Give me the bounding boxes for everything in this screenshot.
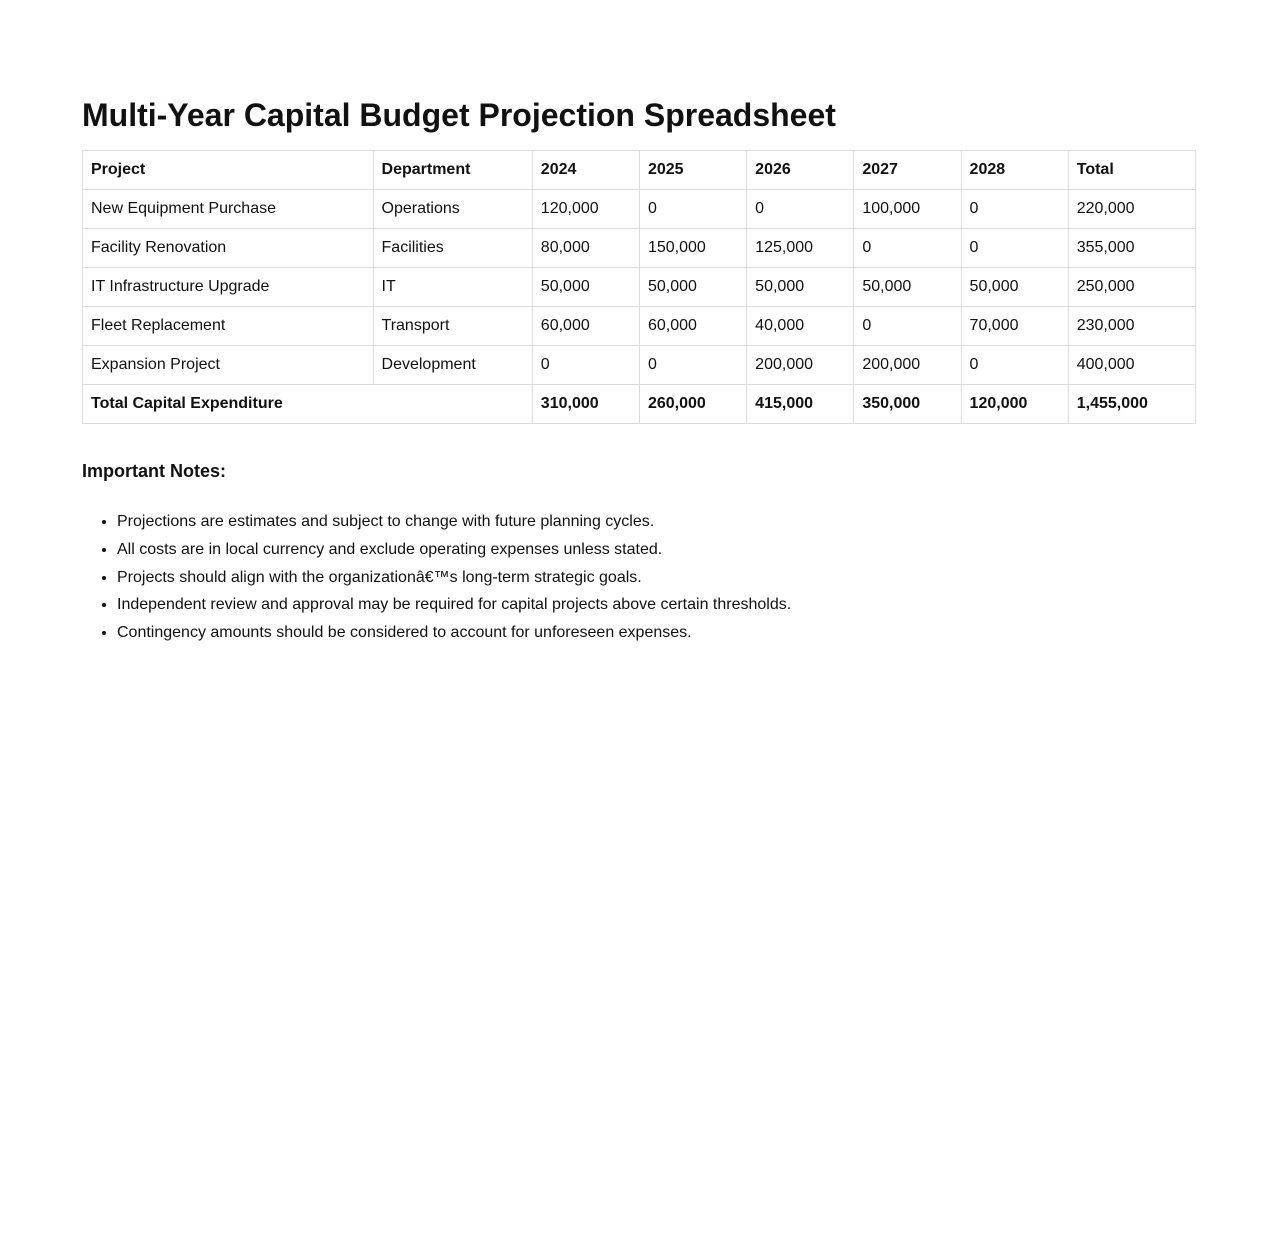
header-project: Project — [83, 151, 374, 190]
header-2024: 2024 — [532, 151, 639, 190]
total-2027: 350,000 — [854, 385, 961, 424]
cell-2024: 120,000 — [532, 190, 639, 229]
cell-2028: 70,000 — [961, 307, 1068, 346]
cell-2024: 50,000 — [532, 268, 639, 307]
cell-2025: 0 — [639, 190, 746, 229]
cell-2027: 50,000 — [854, 268, 961, 307]
cell-department: Operations — [373, 190, 532, 229]
cell-2026: 200,000 — [747, 346, 854, 385]
table-row — [83, 190, 1196, 229]
cell-total: 355,000 — [1068, 229, 1195, 268]
table-header-row — [83, 151, 1196, 190]
list-item: • Projects should align with the organizationâ€™s long-term strategic goals. — [117, 568, 1196, 588]
cell-2025: 0 — [639, 346, 746, 385]
table-row — [83, 307, 1196, 346]
cell-department: Development — [373, 346, 532, 385]
header-2026: 2026 — [747, 151, 854, 190]
page-title: Multi-Year Capital Budget Projection Spreadsheet — [82, 97, 836, 133]
cell-total: 230,000 — [1068, 307, 1195, 346]
notes-heading: Important Notes: — [82, 461, 226, 481]
cell-2025: 60,000 — [639, 307, 746, 346]
cell-2024: 60,000 — [532, 307, 639, 346]
grand-total: 1,455,000 — [1068, 385, 1195, 424]
cell-2027: 200,000 — [854, 346, 961, 385]
budget-table — [82, 150, 1196, 424]
total-2025: 260,000 — [639, 385, 746, 424]
total-2028: 120,000 — [961, 385, 1068, 424]
list-item: • All costs are in local currency and exclude operating expenses unless stated. — [117, 540, 1196, 560]
cell-total: 220,000 — [1068, 190, 1195, 229]
notes-list — [82, 512, 1196, 643]
cell-2026: 40,000 — [747, 307, 854, 346]
cell-2027: 0 — [854, 307, 961, 346]
cell-2026: 125,000 — [747, 229, 854, 268]
cell-2028: 0 — [961, 229, 1068, 268]
cell-2025: 150,000 — [639, 229, 746, 268]
table-row — [83, 346, 1196, 385]
total-2026: 415,000 — [747, 385, 854, 424]
header-2027: 2027 — [854, 151, 961, 190]
table-row — [83, 268, 1196, 307]
cell-project: Facility Renovation — [83, 229, 374, 268]
cell-2028: 0 — [961, 346, 1068, 385]
list-item: • Contingency amounts should be considered to account for unforeseen expenses. — [117, 623, 1196, 643]
cell-2027: 0 — [854, 229, 961, 268]
total-label: Total Capital Expenditure — [83, 385, 533, 424]
cell-total: 400,000 — [1068, 346, 1195, 385]
cell-2025: 50,000 — [639, 268, 746, 307]
table-total-row — [83, 385, 1196, 424]
list-item: • Projections are estimates and subject to change with future planning cycles. — [117, 512, 1196, 532]
cell-2028: 0 — [961, 190, 1068, 229]
cell-2024: 80,000 — [532, 229, 639, 268]
header-department: Department — [373, 151, 532, 190]
cell-2026: 0 — [747, 190, 854, 229]
cell-project: Fleet Replacement — [83, 307, 374, 346]
cell-total: 250,000 — [1068, 268, 1195, 307]
list-item: • Independent review and approval may be required for capital projects above certain thresholds. — [117, 595, 1196, 615]
header-total: Total — [1068, 151, 1195, 190]
cell-project: IT Infrastructure Upgrade — [83, 268, 374, 307]
cell-project: New Equipment Purchase — [83, 190, 374, 229]
table-row — [83, 229, 1196, 268]
cell-2027: 100,000 — [854, 190, 961, 229]
cell-2028: 50,000 — [961, 268, 1068, 307]
header-2028: 2028 — [961, 151, 1068, 190]
cell-department: Transport — [373, 307, 532, 346]
cell-department: IT — [373, 268, 532, 307]
cell-2026: 50,000 — [747, 268, 854, 307]
cell-project: Expansion Project — [83, 346, 374, 385]
cell-department: Facilities — [373, 229, 532, 268]
total-2024: 310,000 — [532, 385, 639, 424]
header-2025: 2025 — [639, 151, 746, 190]
cell-2024: 0 — [532, 346, 639, 385]
document-page — [82, 96, 1196, 651]
